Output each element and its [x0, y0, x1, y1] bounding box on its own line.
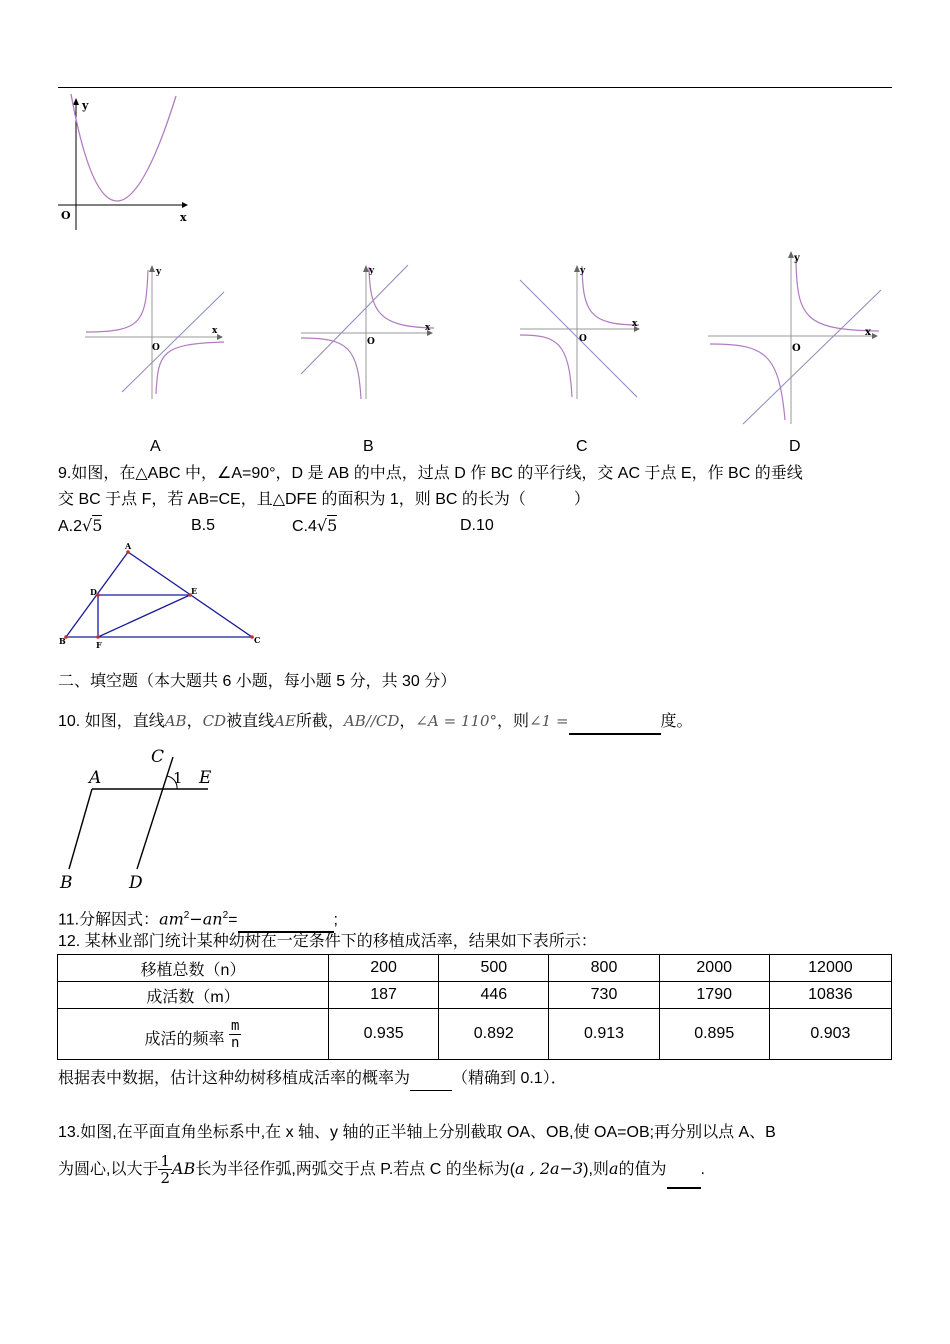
- q12-conclusion: 根据表中数据，估计这种幼树移植成活率的概率为 （精确到 0.1）．: [58, 1068, 567, 1091]
- table-row-label: 移植总数（n）: [58, 955, 329, 982]
- table-cell: 0.892: [439, 1009, 549, 1060]
- angle-1-label: 1: [173, 769, 183, 787]
- top-rule: [58, 87, 892, 88]
- table-row-label: 成活数（m）: [58, 982, 329, 1009]
- x-axis-label: x: [632, 319, 638, 329]
- table-cell: 730: [549, 982, 659, 1009]
- table-row: [58, 1009, 892, 1060]
- table-cell: 200: [329, 955, 439, 982]
- y-axis-label: y: [82, 99, 89, 112]
- table-row: [58, 982, 892, 1009]
- q10-text: 10. 如图，直线AB，CD被直线AE所截，AB//CD，∠A = 110°，则∠1 = 度。: [58, 710, 693, 735]
- x-axis-label: x: [425, 323, 431, 333]
- origin-label: O: [792, 343, 801, 354]
- option-b-label: B: [363, 438, 374, 455]
- table-cell: 12000: [769, 955, 891, 982]
- option-b-graph: [298, 262, 443, 402]
- q9-line1: 9.如图，在△ABC 中，∠A=90°，D 是 AB 的中点，过点 D 作 BC 的平行线，交 AC 于点 E，作 BC 的垂线: [58, 465, 803, 482]
- point-c-label: C: [151, 747, 165, 767]
- parabola-graph: [55, 92, 195, 232]
- q13-answer-blank[interactable]: [667, 1153, 701, 1189]
- table-cell: 2000: [659, 955, 769, 982]
- option-c-graph: [517, 262, 667, 402]
- table-cell: 0.903: [769, 1009, 891, 1060]
- q9-option-b[interactable]: B.5: [191, 517, 216, 534]
- origin-label: O: [367, 337, 375, 347]
- option-d-graph: [705, 248, 885, 428]
- table-row-label: 成活的频率 $\frac{m}{n}$: [58, 1009, 329, 1060]
- point-a-label: A: [89, 768, 102, 788]
- option-a-graph: [82, 262, 232, 402]
- option-c-label: C: [576, 438, 588, 455]
- table-cell: 500: [439, 955, 549, 982]
- point-f-label: F: [96, 640, 102, 650]
- q9-line2: 交 BC 于点 F，若 AB=CE，且△DFE 的面积为 1，则 BC 的长为（ ）: [58, 491, 590, 508]
- section2-heading: 二、填空题（本大题共 6 小题，每小题 5 分，共 30 分）: [58, 673, 457, 690]
- option-d-label: D: [789, 438, 801, 455]
- q12-table: [57, 954, 892, 1060]
- x-axis-label: x: [212, 326, 218, 336]
- point-e-label: E: [199, 768, 212, 788]
- x-axis-label: x: [180, 211, 187, 224]
- table-cell: 0.935: [329, 1009, 439, 1060]
- q9-option-a[interactable]: A.2√5: [58, 516, 103, 535]
- point-d-label: D: [90, 587, 97, 597]
- table-cell: 800: [549, 955, 659, 982]
- q11-text: 11.分解因式：$am^2-an^2=$ ;: [58, 905, 338, 933]
- y-axis-label: y: [794, 253, 800, 264]
- q13-line2: 为圆心,以大于 $\frac{1}{2}$ AB长为半径作弧,两弧交于点 P.若点 C 的坐标为(a , 2a−3),则a的值为 .: [58, 1152, 705, 1188]
- table-cell: 10836: [769, 982, 891, 1009]
- origin-label: O: [61, 209, 71, 222]
- x-axis-label: x: [865, 327, 871, 338]
- q9-option-c[interactable]: C.4√5: [292, 516, 338, 535]
- origin-label: O: [579, 334, 587, 344]
- q10-parallel-lines-figure: [56, 742, 226, 892]
- q12-intro: 12. 某林业部门统计某种幼树在一定条件下的移植成活率，结果如下表所示：: [58, 933, 597, 950]
- y-axis-label: y: [156, 267, 162, 277]
- table-row: [58, 955, 892, 982]
- q12-answer-blank[interactable]: [410, 1068, 452, 1091]
- table-cell: 0.913: [549, 1009, 659, 1060]
- q9-option-d[interactable]: D.10: [460, 517, 494, 534]
- option-a-label: A: [150, 438, 161, 455]
- point-c-label: C: [254, 635, 261, 645]
- y-axis-label: y: [369, 266, 375, 276]
- q10-answer-blank[interactable]: [569, 711, 661, 735]
- q11-answer-blank[interactable]: [238, 909, 334, 933]
- table-cell: 446: [439, 982, 549, 1009]
- table-cell: 187: [329, 982, 439, 1009]
- origin-label: O: [152, 343, 160, 353]
- point-b-label: B: [60, 873, 73, 892]
- table-cell: 0.895: [659, 1009, 769, 1060]
- point-a-label: A: [125, 541, 132, 551]
- q9-triangle-figure: [58, 540, 270, 652]
- table-cell: 1790: [659, 982, 769, 1009]
- point-d-label: D: [129, 873, 143, 892]
- point-b-label: B: [59, 636, 66, 646]
- point-e-label: E: [191, 586, 198, 596]
- q13-line1: 13.如图,在平面直角坐标系中,在 x 轴、y 轴的正半轴上分别截取 OA、OB,使 OA=OB;再分别以点 A、B: [58, 1124, 776, 1141]
- y-axis-label: y: [580, 266, 586, 276]
